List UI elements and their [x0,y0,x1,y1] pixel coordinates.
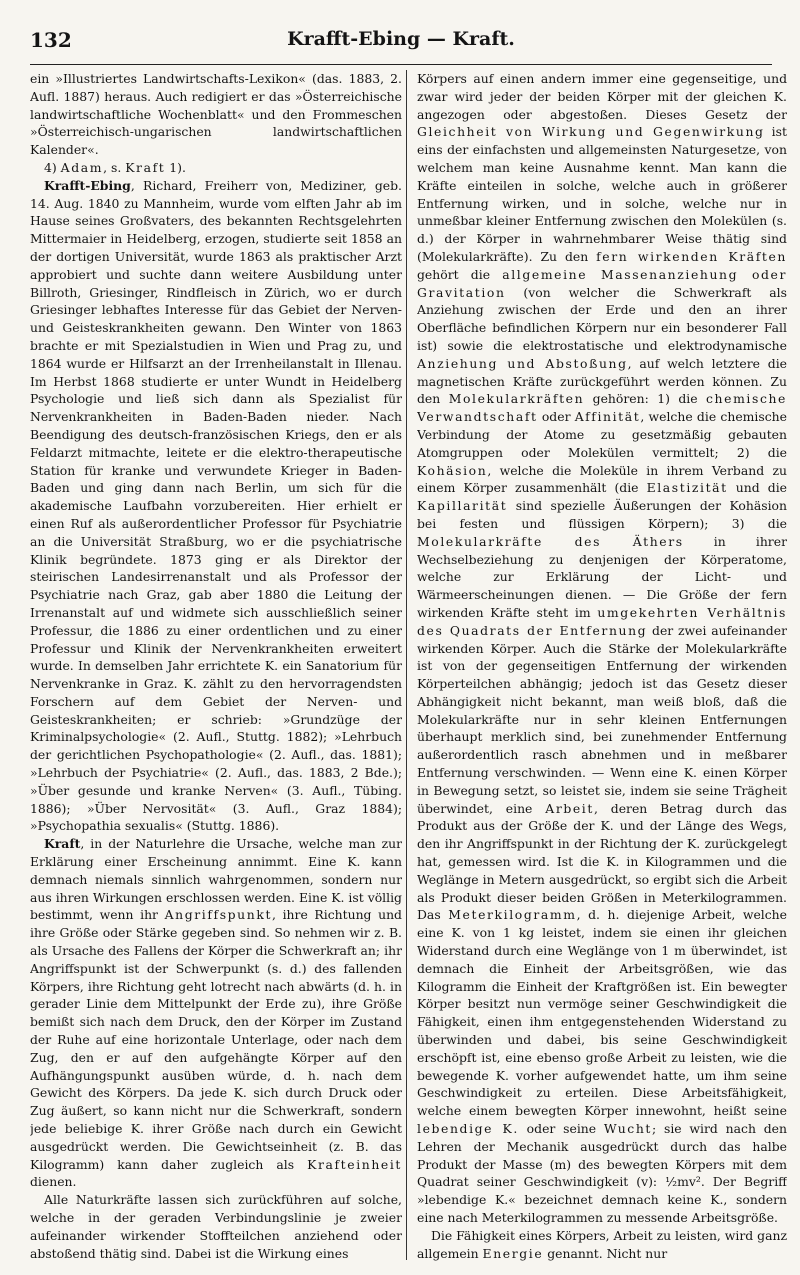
running-head: Krafft-Ebing — Kraft. [287,28,515,50]
entry-adam: 4) Adam, s. Kraft 1). [44,159,186,175]
right-column [417,70,787,1265]
page-header [30,28,772,58]
page-number: 132 [30,28,72,52]
entry-continuation: ein »Illustriertes Landwirtschafts-Lexikon« (das. 1883, 2. Aufl. 1887) heraus. Auch redigiert er das »Österreichische landwirtschaftliche Wochenblatt« und den Frommeschen »Österreichisch-ungarischen landwirtschaftlichen Kalender«. [30,71,402,158]
header-rule [30,64,772,65]
entry-kraft-energy-paragraph: Die Fähigkeit eines Körpers, Arbeit zu leisten, wird ganz allgemein Energie genannt. Nicht nur [417,1227,787,1261]
entry-kraft-paragraph-2: Alle Naturkräfte lassen sich zurückführen auf solche, welche in der geraden Verbindungslinie je zweier aufeinander wirkender Stoffteilchen anziehend oder abstoßend thätig sind. Dabei ist die Wirkung eines [30,1192,402,1261]
column-divider [406,70,407,1260]
entry-kraft-continuation: Körpers auf einen andern immer eine gegenseitige, und zwar wird jeder der beiden Körper mit der gleichen K. angezogen oder abgestoßen. Dieses Gesetz der Gleichheit von Wirkung und Gegenwirkung ist eins der einfachsten und allgemeinsten Naturgesetze, von welchem man keine Ausnahme kennt. Man kann die Kräfte einteilen in solche, welche auch in größerer Entfernung wirken, und in solche, welche nur in unmeßbar kleiner Entfernung zwischen den Molekülen (s. d.) der Körper in wahrnehmbarer Weise thätig sind (Molekularkräfte). Zu den fern wirkenden Kräften gehört die allgemeine Massenanziehung oder Gravitation (von welcher die Schwerkraft als Anziehung zwischen der Erde und den an ihrer Oberfläche befindlichen Körpern nur ein besonderer Fall ist) sowie die elektrostatische und elektrodynamische Anziehung und Abstoßung, auf welch letztere die magnetischen Kräfte zurückgeführt werden können. Zu den Molekularkräften gehören: 1) die chemische Verwandtschaft oder Affinität, welche die chemische Verbindung der Atome zu gesetzmäßig gebauten Atomgruppen oder Molekülen vermittelt; 2) die Kohäsion, welche die Moleküle in ihrem Verband zu einem Körper zusammenhält (die Elastizität und die Kapillarität sind spezielle Äußerungen der Kohäsion bei festen und flüssigen Körpern); 3) die Molekularkräfte des Äthers in ihrer Wechselbeziehung zu denjenigen der Körperatome, welche zur Erklärung der Licht- und Wärmeerscheinungen dienen. — Die Größe der fern wirkenden Kräfte steht im umgekehrten Verhältnis des Quadrats der Entfernung der zwei aufeinander wirkenden Körper. Auch die Stärke der Molekularkräfte ist von der gegenseitigen Entfernung der wirkenden Körperteilchen abhängig; jedoch ist das Gesetz dieser Abhängigkeit nicht bekannt, man weiß bloß, daß die Molekularkräfte nur in sehr kleinen Entfernungen überhaupt merklich sind, bei zunehmender Entfernung außerordentlich rasch abnehmen und in meßbarer Entfernung verschwinden. — Wenn eine K. einen Körper in Bewegung setzt, so leistet sie, indem sie seine Trägheit überwindet, eine Arbeit, deren Betrag durch das Produkt aus der Größe der K. und der Länge des Wegs, den ihr Angriffspunkt in der Richtung der K. zurückgelegt hat, gemessen wird. Ist die K. in Kilogrammen und die Weglänge in Metern ausgedrückt, so ergibt sich die Arbeit als Produkt dieser beiden Größen in Meterkilogrammen. Das Meterkilogramm, d. h. diejenige Arbeit, welche eine K. von 1 kg leistet, indem sie einen ihr gleichen Widerstand durch eine Weglänge von 1 m überwindet, ist demnach die Einheit der Arbeitsgrößen, wie das Kilogramm die Einheit der Kraftgrößen ist. Ein bewegter Körper besitzt nun vermöge seiner Geschwindigkeit die Fähigkeit, einen ihm entgegenstehenden Widerstand zu überwinden und dabei, bis seine Geschwindigkeit erschöpft ist, eine ebenso große Arbeit zu leisten, wie die bewegende K. vorher aufgewendet hatte, um ihm seine Geschwindigkeit zu erteilen. Diese Arbeitsfähigkeit, welche einem bewegten Körper innewohnt, heißt seine lebendige K. oder seine Wucht; sie wird nach den Lehren der Mechanik ausgedrückt durch das halbe Produkt der Masse (m) des bewegten Körpers mit dem Quadrat seiner Geschwindigkeit (v): ½mv². Der Begriff »lebendige K.« bezeichnet demnach keine K., sondern eine nach Meterkilogrammen zu messende Arbeitsgröße. [417,71,787,1225]
left-column [30,70,402,1265]
entry-krafft-ebing: Krafft-Ebing, Richard, Freiherr von, Mediziner, geb. 14. Aug. 1840 zu Mannheim, wurde vom elften Jahr ab im Hause seines Großvaters, des bekannten Rechtsgelehrten Mittermaier in Heidelberg, erzogen, studierte seit 1858 an der dortigen Universität, wurde 1863 als praktischer Arzt approbiert und suchte dann weitere Ausbildung unter Billroth, Griesinger, Rindfleisch in Zürich, wo er durch Griesinger lebhaftes Interesse für das Gebiet der Nerven- und Geisteskrankheiten gewann. Den Winter von 1863 brachte er mit Spezialstudien in Wien und Prag zu, und 1864 wurde er Hilfsarzt an der Irrenheilanstalt in Illenau. Im Herbst 1868 studierte er unter Wundt in Heidelberg Psychologie und ließ sich dann als Spezialist für Nervenkrankheiten in Baden-Baden nieder. Nach Beendigung des deutsch-französischen Kriegs, den er als Feldarzt mitmachte, leitete er die elektro-therapeutische Station für kranke und verwundete Krieger in Baden-Baden und ging dann nach Berlin, um sich für die akademische Laufbahn vorzubereiten. Hier erhielt er einen Ruf als außerordentlicher Professor für Psychiatrie an die Universität Straßburg, wo er die psychiatrische Klinik begründete. 1873 ging er als Direktor der steirischen Landesirrenanstalt und als Professor der Psychiatrie nach Graz, gab aber 1880 die Leitung der Irrenanstalt auf und widmete sich ausschließlich seiner Professur, die 1886 zu einer ordentlichen und zu einer Professur und Klinik der Nervenkrankheiten erweitert wurde. In demselben Jahr errichtete K. ein Sanatorium für Nervenkranke in Graz. K. zählt zu den hervorragendsten Forschern auf dem Gebiet der Nerven- und Geisteskrankheiten; er schrieb: »Grundzüge der Kriminalpsychologie« (2. Aufl., Stuttg. 1882); »Lehrbuch der gerichtlichen Psychopathologie« (2. Aufl., das. 1881); »Lehrbuch der Psychiatrie« (2. Aufl., das. 1883, 2 Bde.); »Über gesunde und kranke Nerven« (3. Aufl., Tübing. 1886); »Über Nervosität« (3. Aufl., Graz 1884); »Psychopathia sexualis« (Stuttg. 1886). [30,177,402,834]
headword-krafft-ebing: Krafft-Ebing [44,177,131,193]
headword-kraft: Kraft [44,836,81,852]
entry-kraft: Kraft, in der Naturlehre die Ursache, welche man zur Erklärung einer Erscheinung annimmt. Eine K. kann demnach niemals sinnlich wahrgenommen, sondern nur aus ihren Wirkungen erschlossen werden. Eine K. ist völlig bestimmt, wenn ihr Angriffspunkt, ihre Richtung und ihre Größe oder Stärke gegeben sind. So nehmen wir z. B. als Ursache des Fallens der Körper die Schwerkraft an; ihr Angriffspunkt ist der Schwerpunkt (s. d.) des fallenden Körpers, ihre Richtung geht lotrecht nach abwärts (d. h. in gerader Linie dem Mittelpunkt der Erde zu), ihre Größe bemißt sich nach dem Druck, den der Körper im Zustand der Ruhe auf eine horizontale Unterlage, oder nach dem Zug, den er auf den aufgehängte Körper auf den Aufhängungspunkt ausüben würde, d. h. nach dem Gewicht des Körpers. Da jede K. sich durch Druck oder Zug äußert, so kann nicht nur die Schwerkraft, sondern jede beliebige K. ihrer Größe nach durch ein Gewicht ausgedrückt werden. Die Gewichtseinheit (z. B. das Kilogramm) kann daher zugleich als Krafteinheit dienen. [30,836,402,1190]
